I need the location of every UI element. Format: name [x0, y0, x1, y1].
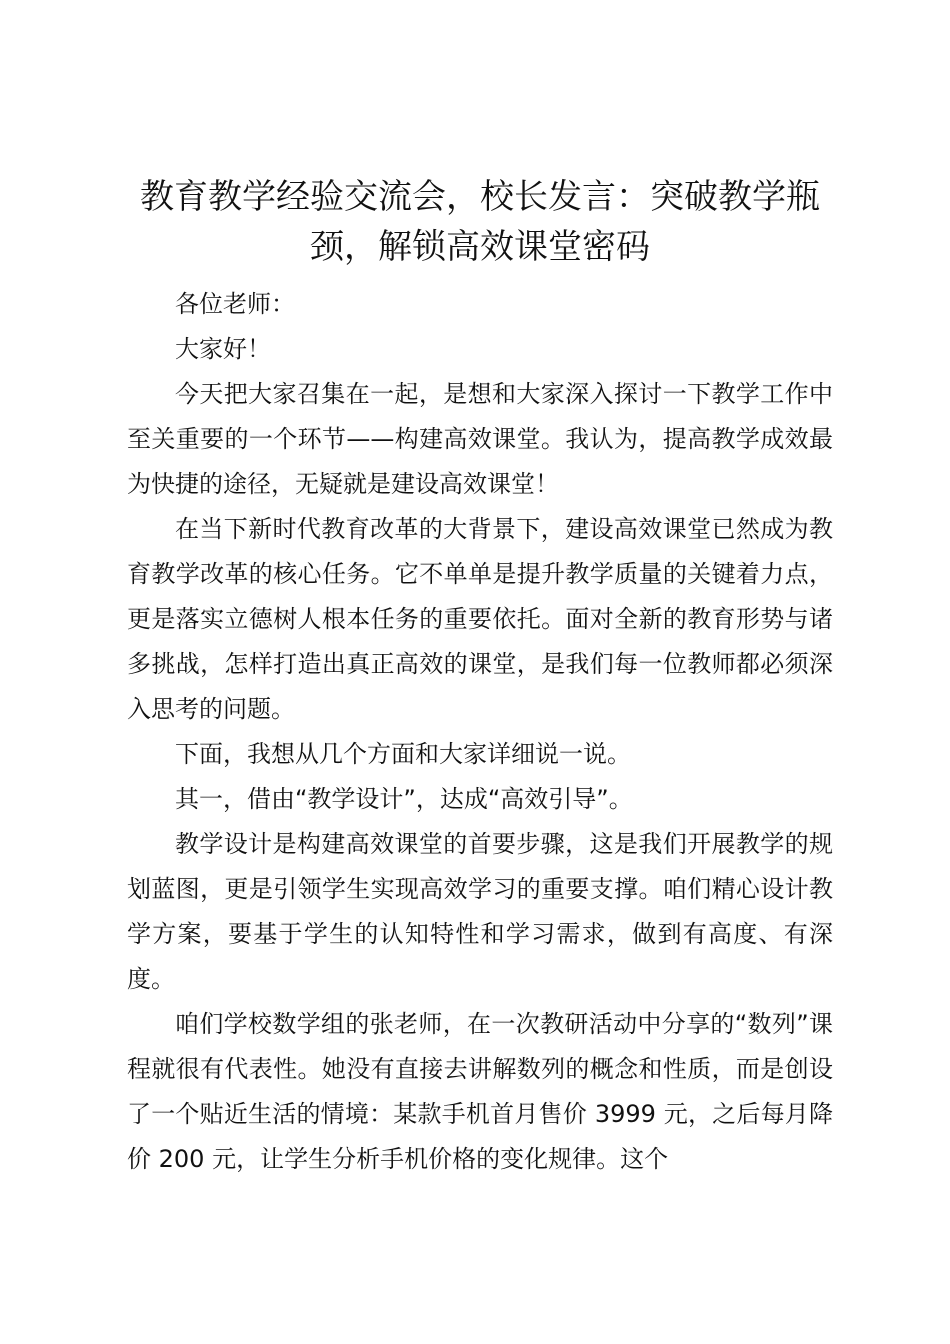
paragraph-salutation: 各位老师： [175, 290, 295, 318]
paragraph-example: 咱们学校数学组的张老师，在一次教研活动中分享的“数列”课程就很有代表性。她没有直接去讲解数列的概念和性质，而是创设了一个贴近生活的情境：某款手机首月售价 3999 元，之后每月降价 200 元，让学生分析手机价格的变化规律。这个 [127, 1010, 833, 1173]
paragraph-background: 在当下新时代教育改革的大背景下，建设高效课堂已然成为教育教学改革的核心任务。它不单单是提升教学质量的关键着力点，更是落实立德树人根本任务的重要依托。面对全新的教育形势与诸多挑战，怎样打造出真正高效的课堂，是我们每一位教师都必须深入思考的问题。 [127, 515, 833, 723]
document-body [127, 282, 833, 1182]
paragraph-transition: 下面，我想从几个方面和大家详细说一说。 [175, 740, 631, 768]
paragraph-greeting: 大家好！ [175, 335, 271, 363]
document-title: 教育教学经验交流会，校长发言：突破教学瓶颈，解锁高效课堂密码 [140, 177, 820, 267]
document-page [127, 172, 833, 1182]
paragraph-point-one-heading: 其一，借由“教学设计”，达成“高效引导”。 [175, 785, 633, 813]
paragraph-intro: 今天把大家召集在一起，是想和大家深入探讨一下教学工作中至关重要的一个环节——构建高效课堂。我认为，提高教学成效最为快捷的途径，无疑就是建设高效课堂！ [127, 380, 833, 498]
paragraph-teaching-design: 教学设计是构建高效课堂的首要步骤，这是我们开展教学的规划蓝图，更是引领学生实现高效学习的重要支撑。咱们精心设计教学方案，要基于学生的认知特性和学习需求，做到有高度、有深度。 [127, 830, 833, 993]
